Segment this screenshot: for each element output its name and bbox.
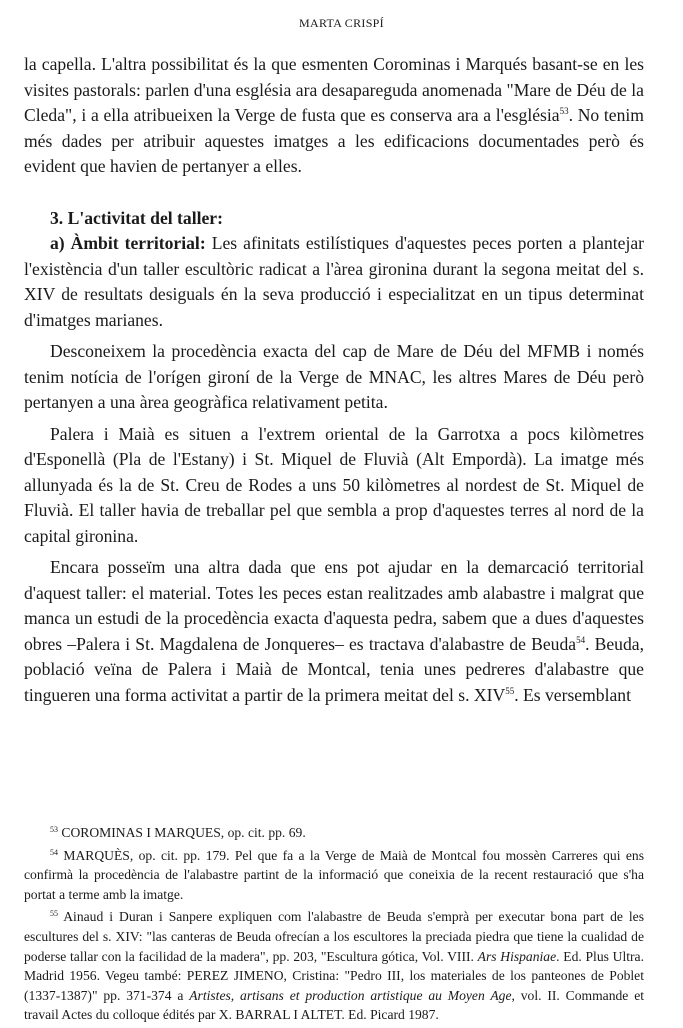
- paragraph-text: la capella. L'altra possibilitat és la que esmenten Corominas i Marqués basant-se en les visites pastorals: parlen d'una església ara desapareguda anomenada "Mare de Déu de la Cleda", i a ella atribueixen la Verge de fusta que es conserva ara a l'església: [24, 54, 644, 125]
- footnote-text: MARQUÈS, op. cit. pp. 179. Pel que fa a la Verge de Maià de Montcal fou mossèn Carreres qui ens confirmà la procedència de l'alabastre partint de la informació que coneixia de la recent restauració que s'ha portat a terme amb la imatge.: [24, 847, 644, 902]
- paragraph-continuation: [24, 52, 644, 180]
- paragraph-text: . Es versemblant: [514, 684, 631, 705]
- section-heading: 3. L'activitat del taller:: [50, 207, 223, 228]
- paragraph-text: . Beuda, població veïna de Palera i Maià de Montcal, tenia unes pedreres d'alabastre que tingueren una forma activitat a partir de la primera meitat del s. XIV: [24, 633, 644, 705]
- footnote-text: COROMINAS I MARQUES, op. cit. pp. 69.: [58, 825, 306, 840]
- runin-heading: a) Àmbit territorial:: [50, 233, 206, 253]
- paragraph-text: Les afinitats estilístiques d'aquestes peces porten a plantejar l'existència d'un taller escultòric radicat a l'àrea gironina durant la segona meitat del s. XIV de resultats desiguals én la seva producció i especialitzat en un tipus determinat d'imatges marianes.: [24, 233, 644, 330]
- footnote-ref-53[interactable]: 53: [559, 106, 569, 116]
- footnote-54: [24, 846, 644, 905]
- paragraph: [24, 555, 644, 708]
- footnote-text: . Ed. Plus Ultra. Madrid 1956. Vegeu també: PEREZ JIMENO, Cristina: "Pedro III, los materiales de los panteones de Poblet (1337-1387)" pp. 371-374 a: [24, 948, 644, 1003]
- body-text: [24, 52, 644, 714]
- running-head: MARTA CRISPÍ: [299, 16, 384, 30]
- footnote-text: , vol. II. Commande et travail Actes du colloque édités par X. BARRAL I ALTET. Ed. Picard 1987.: [24, 987, 644, 1023]
- footnote-number: 54: [50, 847, 58, 857]
- paragraph-text: Encara posseïm una altra dada que ens pot ajudar en la demarcació territorial d'aquest taller: el material. Totes les peces estan realitzades amb alabastre i malgrat que manca un estudi de la procedència exacta d'aquesta pedra, sabem que a dues d'aquestes obres –Palera i St. Magdalena de Jonqueres– es tractava d'alabastre de Beuda: [24, 557, 644, 654]
- paragraph-ambit-territorial: [24, 231, 644, 333]
- footnotes: [24, 823, 644, 1028]
- footnote-text: Ainaud i Duran i Sanpere expliquen com l'alabastre de Beuda s'emprà per executar bona part de les escultures del s. XIV: "las canteras de Beuda ofrecían a los escultores la preciada piedra que tiene la cualidad de poderse tallar con la facilidad de la madera", pp. 203, "Escultura gótica, Vol. VIII.: [24, 909, 644, 964]
- footnote-53: [24, 823, 644, 843]
- footnote-ref-55[interactable]: 55: [505, 685, 515, 696]
- footnote-55: [24, 907, 644, 1025]
- footnote-number: 55: [50, 909, 58, 919]
- paragraph: Palera i Maià es situen a l'extrem oriental de la Garrotxa a pocs kilòmetres d'Esponellà (Pla de l'Estany) i St. Miquel de Fluvià (Alt Empordà). La imatge més allunyada és la de St. Creu de Rodes a uns 50 kilòmetres al nordest de St. Miquel de Fluvià. El taller havia de treballar pel que sembla a prop d'aquestes terres al nord de la capital gironina.: [24, 423, 644, 546]
- paragraph: Desconeixem la procedència exacta del cap de Mare de Déu del MFMB i només tenim notícia de l'orígen gironí de la Verge de MNAC, les altres Mares de Déu però pertanyen a una àrea geogràfica relativament petita.: [24, 341, 644, 412]
- footnote-title: Ars Hispaniae: [477, 948, 557, 964]
- paragraph-text: . No tenim més dades per atribuir aquestes imatges a les edificacions documentades però és evident que havien de pertanyer a elles.: [24, 105, 644, 176]
- footnote-number: 53: [50, 825, 58, 834]
- footnote-title: Artistes, artisans et production artistique au Moyen Age: [189, 987, 512, 1003]
- footnote-ref-54[interactable]: 54: [576, 634, 586, 645]
